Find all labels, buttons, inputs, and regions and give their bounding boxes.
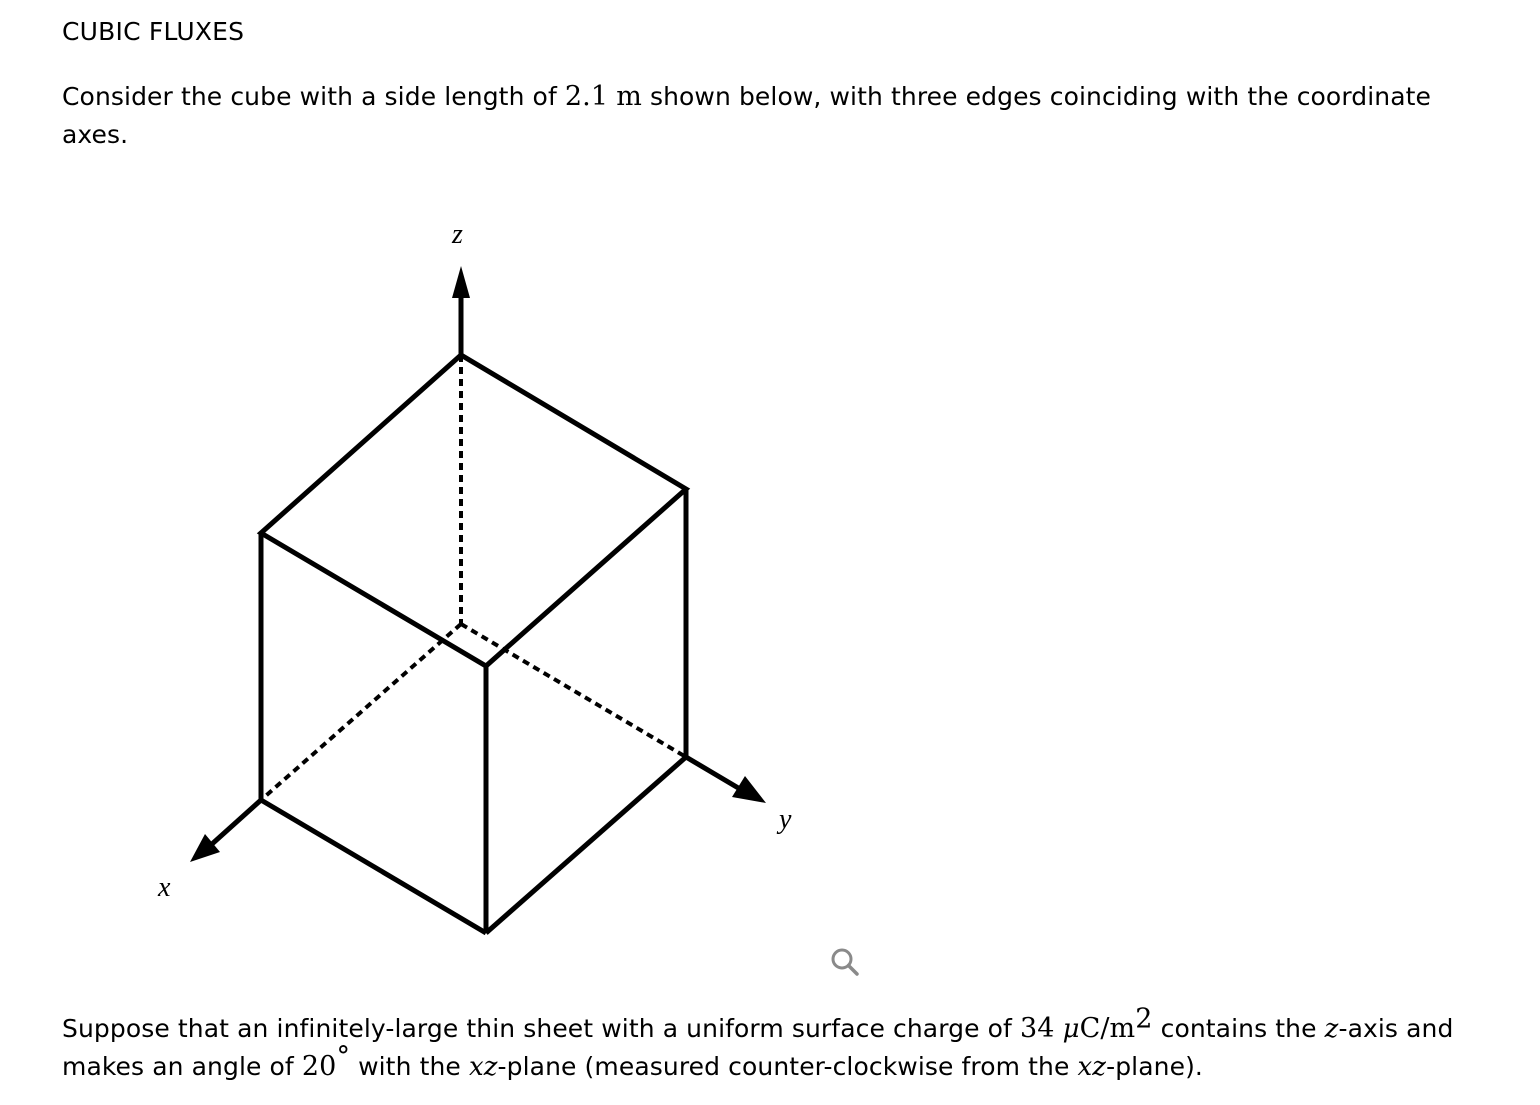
magnifier-icon[interactable] — [828, 946, 862, 980]
visible-edges — [261, 355, 686, 933]
y-axis-line — [686, 757, 740, 789]
problem-text-3: -axis and makes an angle of — [62, 1014, 1454, 1081]
charge-unit: C/m — [1079, 1013, 1136, 1044]
intro-text-after: shown below, with three edges coinciding with the coordinate axes. — [62, 82, 1432, 149]
side-length-unit: m — [616, 81, 642, 112]
plane-variable-2: xz — [1077, 1052, 1107, 1082]
hidden-edge-x — [261, 624, 461, 800]
problem-text-6: -plane). — [1106, 1052, 1203, 1081]
y-axis-label: y — [779, 804, 792, 835]
hidden-edges — [261, 355, 686, 800]
x-axis-line — [212, 800, 261, 844]
side-length-value: 2.1 — [564, 81, 609, 112]
y-axis-arrowhead — [732, 776, 766, 803]
problem-text-1: Suppose that an infinitely-large thin sheet with a uniform surface charge of — [62, 1014, 1020, 1043]
degree-symbol: ° — [336, 1041, 351, 1073]
bottom-edge-left — [261, 800, 486, 933]
z-axis-label: z — [452, 219, 463, 250]
charge-unit-exponent: 2 — [1135, 1003, 1153, 1035]
axis-variable: z — [1324, 1014, 1339, 1044]
axes — [190, 266, 766, 862]
top-face — [261, 355, 686, 666]
plane-variable-1: xz — [468, 1052, 498, 1082]
angle-value: 20 — [301, 1051, 337, 1082]
charge-unit-mu: μ — [1062, 1014, 1080, 1044]
problem-text-4: with the — [350, 1052, 469, 1081]
problem-title: CUBIC FLUXES — [62, 17, 245, 46]
charge-value: 34 — [1019, 1013, 1055, 1044]
bottom-edge-right — [486, 757, 686, 933]
x-axis-label: x — [158, 872, 171, 903]
problem-text-2: contains the — [1152, 1014, 1325, 1043]
intro-text-before: Consider the cube with a side length of — [62, 82, 565, 111]
problem-paragraph — [62, 1003, 1502, 1086]
hidden-edge-y — [461, 624, 686, 757]
problem-text-5: -plane (measured counter-clockwise from the — [497, 1052, 1078, 1081]
z-axis-arrowhead — [452, 266, 470, 298]
